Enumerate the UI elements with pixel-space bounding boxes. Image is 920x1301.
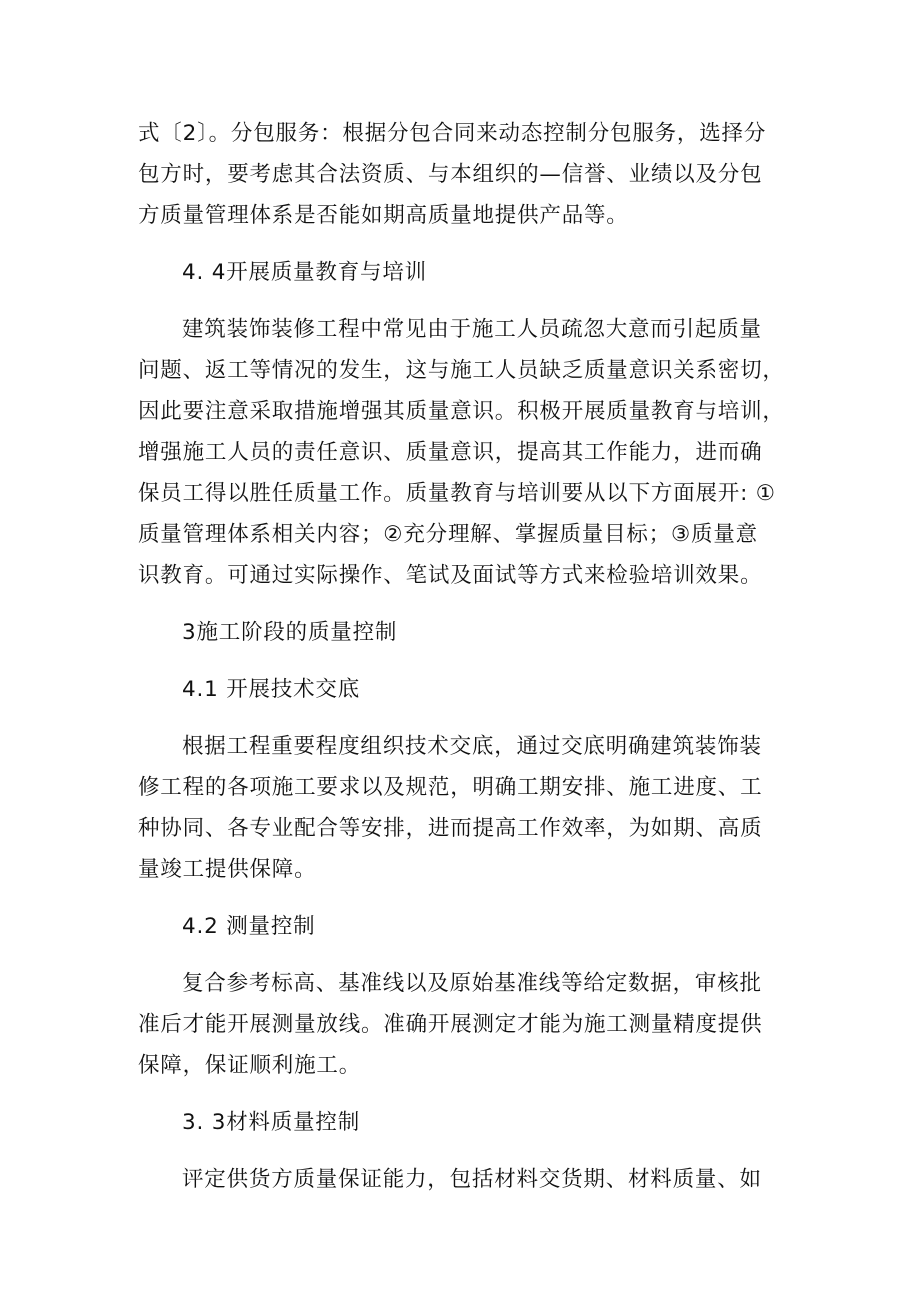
- paragraph-line: 评定供货方质量保证能力，包括材料交货期、材料质量、如: [182, 1167, 762, 1192]
- paragraph-line: 识教育。可通过实际操作、笔试及面试等方式来检验培训效果。: [138, 563, 763, 588]
- document-body: [138, 113, 790, 1216]
- paragraph-survey-control: [138, 963, 790, 1086]
- section-heading-material-quality: 3. 3材料质量控制: [182, 1110, 361, 1135]
- paragraph-line: 准后才能开展测量放线。准确开展测定才能为施工测量精度提供: [138, 1012, 763, 1037]
- section-heading-survey-control: 4.2 测量控制: [182, 914, 316, 939]
- paragraph-quality-training: [138, 309, 790, 596]
- paragraph-line: 质量管理体系相关内容；②充分理解、掌握质量目标；③质量意: [138, 522, 758, 547]
- paragraph-material-quality: [138, 1159, 790, 1200]
- paragraph-line: 保员工得以胜任质量工作。质量教育与培训要从以下方面展开: ①: [138, 481, 776, 506]
- paragraph-subcontract-service: [138, 113, 790, 236]
- paragraph-line: 问题、返工等情况的发生，这与施工人员缺乏质量意识关系密切，: [138, 358, 785, 383]
- paragraph-line: 量竣工提供保障。: [138, 857, 317, 882]
- paragraph-line: 增强施工人员的责任意识、质量意识，提高其工作能力，进而确: [138, 440, 763, 465]
- paragraph-technical-briefing: [138, 726, 790, 890]
- paragraph-line: 复合参考标高、基准线以及原始基准线等给定数据，审核批: [182, 971, 762, 996]
- paragraph-line: 修工程的各项施工要求以及规范，明确工期安排、施工进度、工: [138, 775, 763, 800]
- paragraph-line: 建筑装饰装修工程中常见由于施工人员疏忽大意而引起质量: [182, 317, 762, 342]
- paragraph-line: 方质量管理体系是否能如期高质量地提供产品等。: [138, 203, 629, 228]
- section-heading-construction-stage: 3施工阶段的质量控制: [182, 620, 398, 645]
- paragraph-line: 保障，保证顺利施工。: [138, 1053, 362, 1078]
- section-heading-quality-education: 4. 4开展质量教育与培训: [182, 260, 427, 285]
- paragraph-line: 式〔2〕。分包服务：根据分包合同来动态控制分包服务，选择分: [138, 121, 767, 146]
- section-heading-technical-briefing: 4.1 开展技术交底: [182, 677, 361, 702]
- paragraph-line: 种协同、各专业配合等安排，进而提高工作效率，为如期、高质: [138, 816, 763, 841]
- paragraph-line: 根据工程重要程度组织技术交底，通过交底明确建筑装饰装: [182, 734, 762, 759]
- paragraph-line: 包方时，要考虑其合法资质、与本组织的—信誉、业绩以及分包: [138, 162, 763, 187]
- paragraph-line: 因此要注意采取措施增强其质量意识。积极开展质量教育与培训，: [138, 399, 785, 424]
